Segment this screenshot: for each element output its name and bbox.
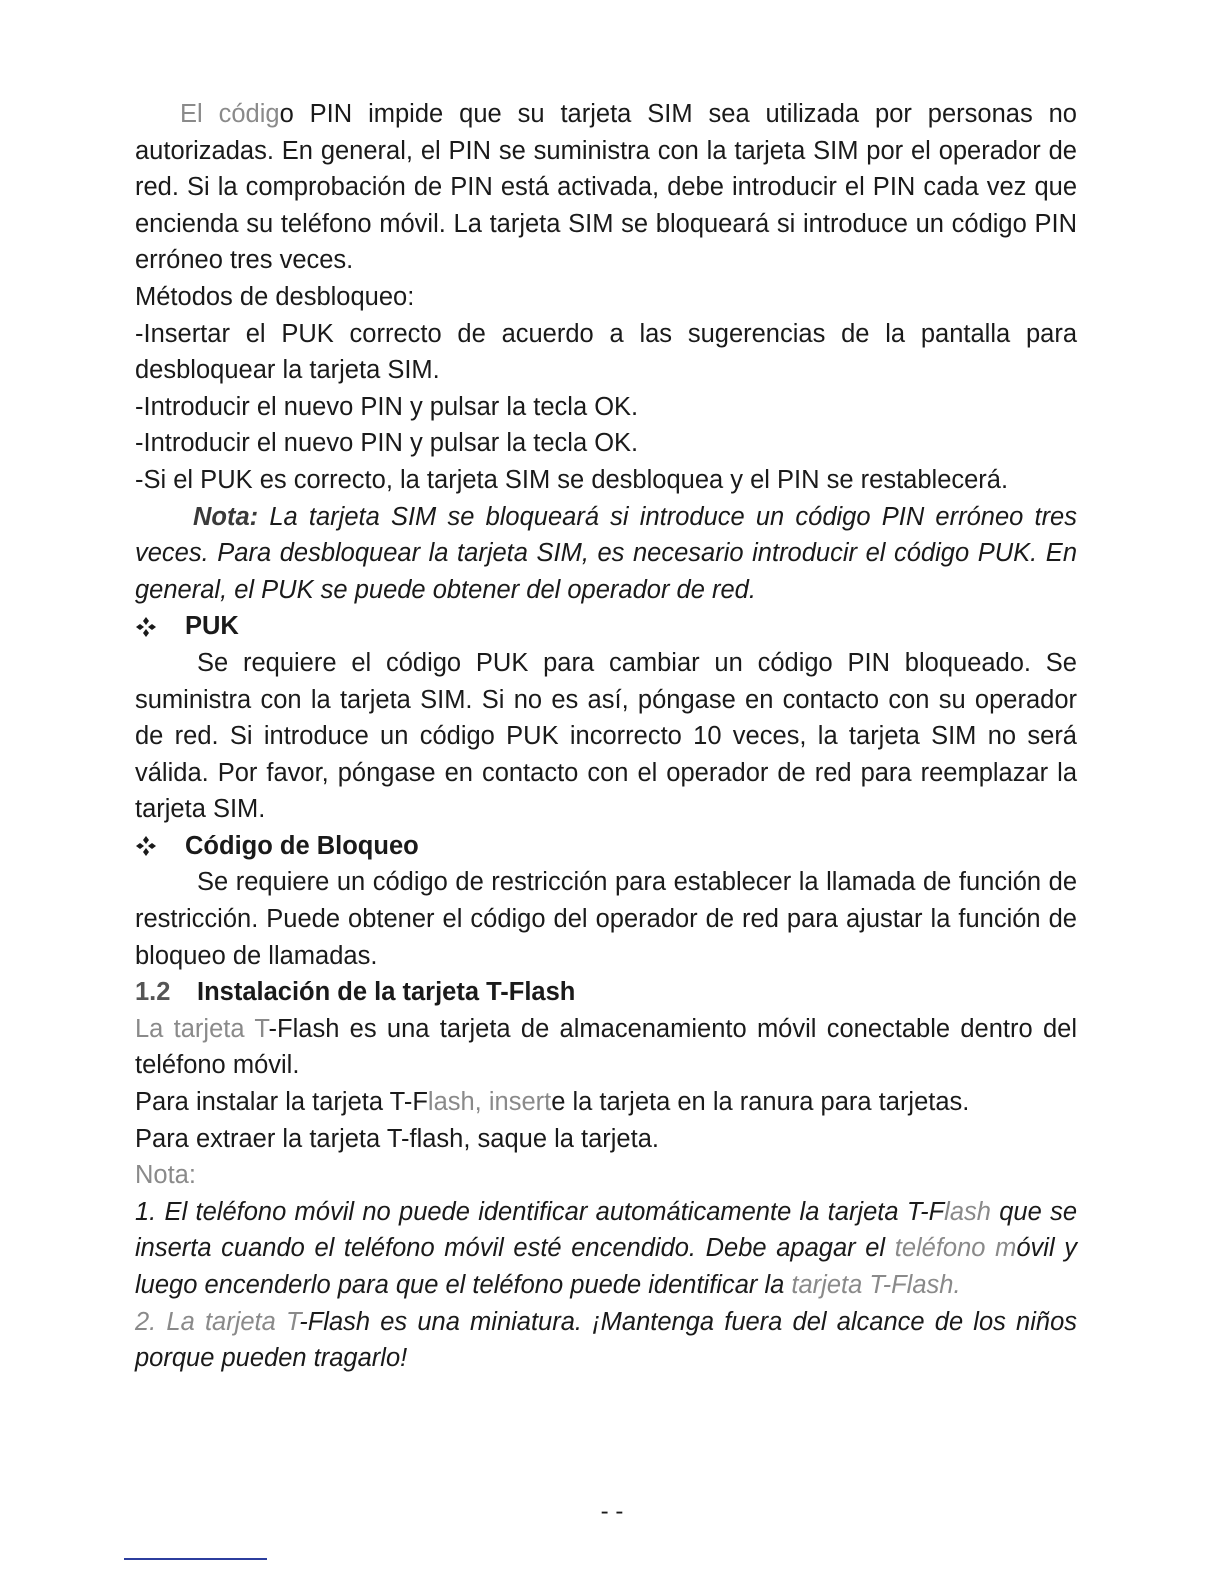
install-text-a: Para instalar la tarjeta T-F [135, 1088, 428, 1117]
note1-text-f: tarjeta T-Flash. [791, 1271, 961, 1299]
tflash-install [135, 1084, 1077, 1121]
pin-note-label: Nota: [193, 502, 259, 531]
tflash-description [135, 1011, 1077, 1084]
section-1-2-heading [135, 974, 1077, 1011]
section-title: Instalación de la tarjeta T-Flash [197, 978, 576, 1007]
footnote-rule [124, 1558, 267, 1560]
note2-text-a: 2. La tarjeta T [135, 1307, 300, 1336]
page-number-marker: - - [600, 1498, 624, 1525]
install-text-b: lash, insert [427, 1088, 552, 1117]
unlock-step-3: -Introducir el nuevo PIN y pulsar la tecla OK. [135, 429, 639, 458]
unlock-step-1: -Insertar el PUK correcto de acuerdo a las sugerencias de la pantalla para desbloquear la tarjeta SIM. [135, 319, 1077, 385]
puk-heading [135, 608, 1077, 645]
unlock-step-2: -Introducir el nuevo PIN y pulsar la tecla OK. [135, 392, 639, 421]
tflash-desc-text: -Flash es una tarjeta de almacenamiento móvil conectable dentro del teléfono móvil. [135, 1014, 1077, 1080]
note1-text-d: teléfono m [894, 1234, 1017, 1263]
bloqueo-heading-text: Código de Bloqueo [185, 831, 419, 860]
install-text-c: e la tarjeta en la ranura para tarjetas. [551, 1088, 970, 1117]
intro-paragraph [135, 96, 1077, 279]
tflash-remove: Para extraer la tarjeta T-flash, saque la tarjeta. [135, 1124, 659, 1153]
bloqueo-paragraph: Se requiere un código de restricción para establecer la llamada de función de restricción. Puede obtener el código del operador de red para ajustar la función de bloqueo de llamadas. [135, 868, 1077, 970]
diamond-bullet-icon [135, 616, 185, 638]
section-number: 1.2 [135, 978, 171, 1007]
note1-text-c: que se inserta cuando el teléfono móvil esté encendido. Debe apagar el [135, 1197, 1077, 1263]
diamond-bullet-icon [135, 835, 185, 857]
tflash-note-2 [135, 1304, 1077, 1377]
unlock-title: Métodos de desbloqueo: [135, 282, 415, 311]
tflash-note-1 [135, 1194, 1077, 1304]
note1-text-a: 1. El teléfono móvil no puede identificar automáticamente la tarjeta T-F [135, 1197, 945, 1226]
tflash-note-label: Nota: [135, 1161, 196, 1190]
bloqueo-heading [135, 828, 1077, 865]
tflash-desc-lead: La tarjeta T [135, 1014, 269, 1043]
pin-note [135, 499, 1077, 609]
intro-text: o PIN impide que su tarjeta SIM sea utilizada por personas no autorizadas. En general, el PIN se suministra con la tarjeta SIM por el operador de red. Si la comprobación de PIN está activada, debe introducir el PIN cada vez que encienda su teléfono móvil. La tarjeta SIM se bloqueará si introduce un código PIN erróneo tres veces. [135, 100, 1077, 275]
pin-note-text: La tarjeta SIM se bloqueará si introduce un código PIN erróneo tres veces. Para desbloquear la tarjeta SIM, es necesario introducir el código PUK. En general, el PUK se puede obtener del operador de red. [135, 502, 1077, 604]
document-page [135, 96, 1077, 1377]
intro-lead: El códig [180, 100, 280, 128]
note2-text-b: -Flash es una miniatura. ¡Mantenga fuera del alcance de los niños porque pueden tragarlo! [135, 1307, 1077, 1373]
unlock-step-4: -Si el PUK es correcto, la tarjeta SIM se desbloquea y el PIN se restablecerá. [135, 465, 1009, 494]
puk-heading-text: PUK [185, 612, 239, 641]
puk-paragraph: Se requiere el código PUK para cambiar un código PIN bloqueado. Se suministra con la tarjeta SIM. Si no es así, póngase en contacto con su operador de red. Si introduce un código PUK incorrecto 10 veces, la tarjeta SIM no será válida. Por favor, póngase en contacto con el operador de red para reemplazar la tarjeta SIM. [135, 648, 1077, 824]
note1-text-e: óvil y luego encenderlo para que el teléfono puede identificar la [135, 1234, 1077, 1299]
note1-text-b: lash [944, 1197, 991, 1226]
